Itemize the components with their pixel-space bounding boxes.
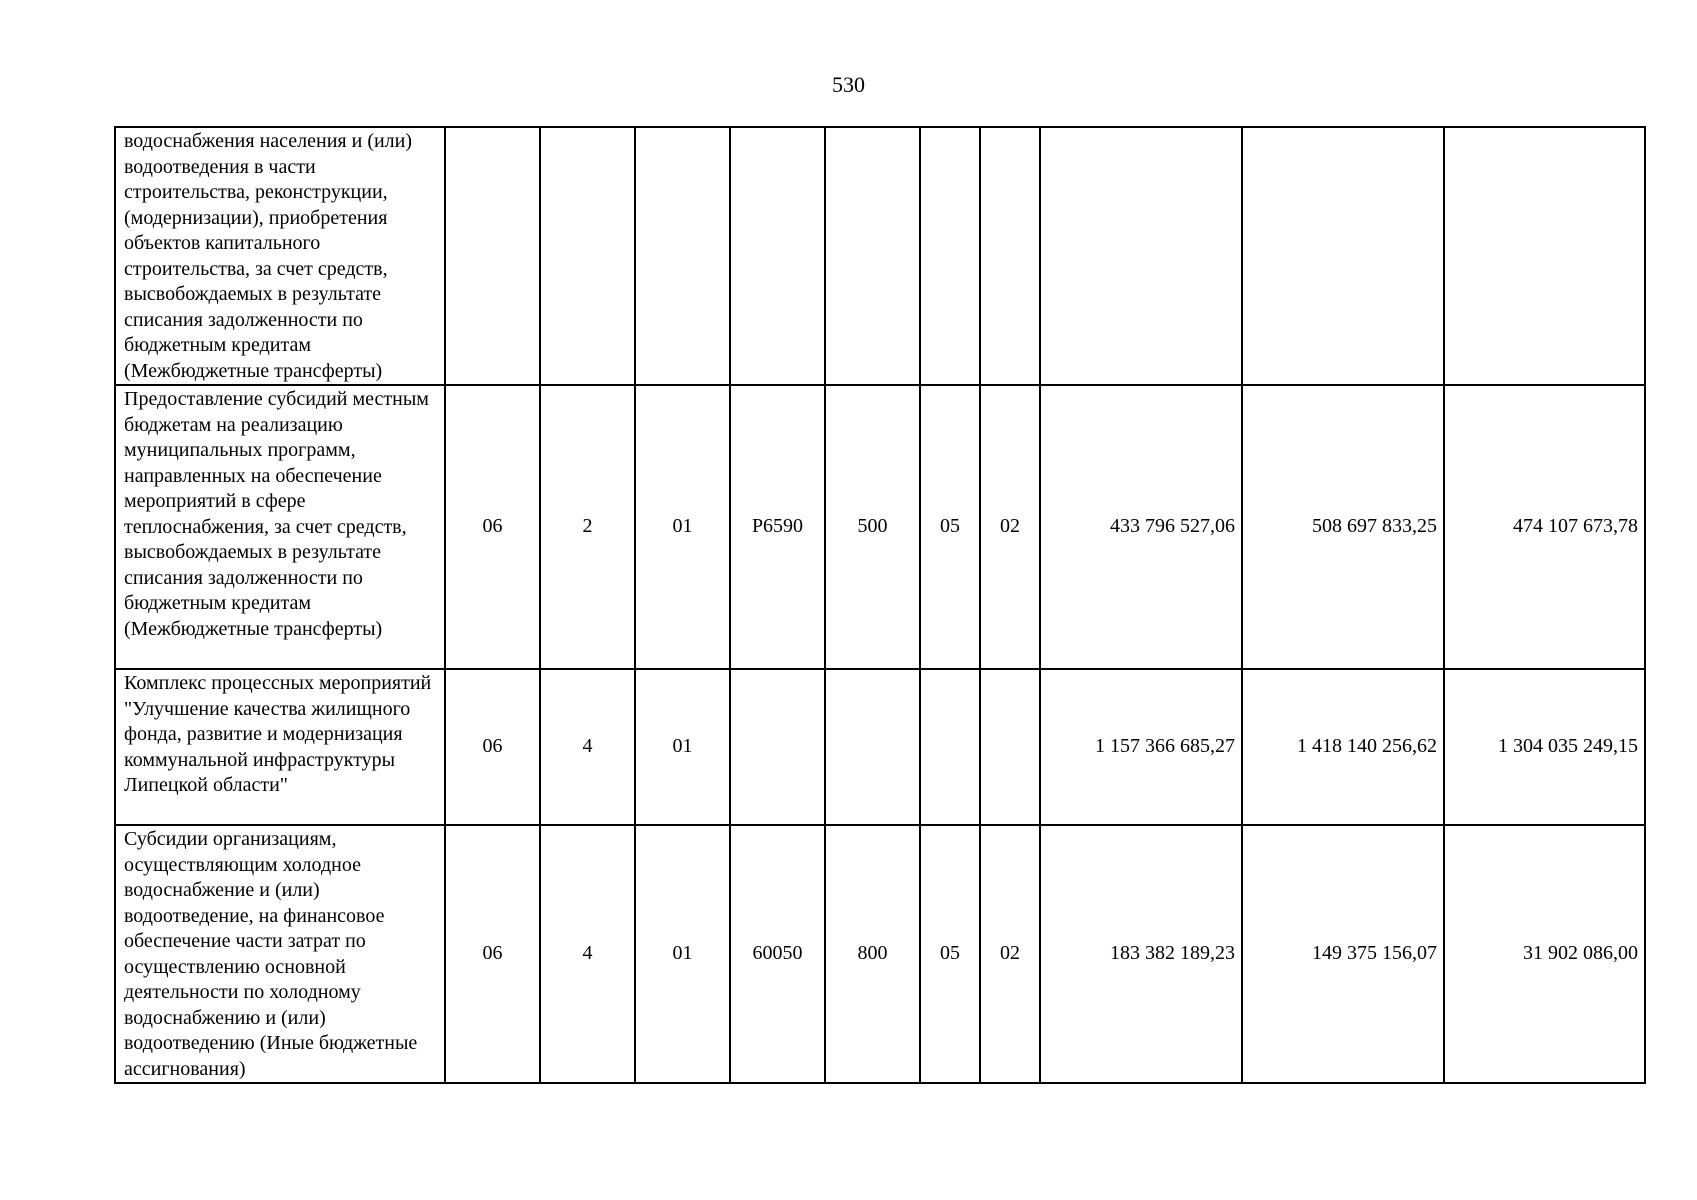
program-code: 06 [445,385,540,669]
page-number: 530 [832,72,865,97]
expense-type-code [825,127,920,385]
row-description: Субсидии организациям, осуществляющим холодное водоснабжение и (или) водоотведение, на финансовое обеспечение части затрат по осуществлению основной деятельности по холодному водоснабжению и (или) водоотведению (Иные бюджетные ассигнования) [115,825,445,1083]
section-code: 05 [920,825,980,1083]
amount-year-2: 149 375 156,07 [1242,825,1444,1083]
amount-year-2: 508 697 833,25 [1242,385,1444,669]
subprogram-code: 4 [540,825,635,1083]
subprogram-code [540,127,635,385]
subsection-code [980,127,1040,385]
expense-type-code [825,669,920,825]
table-row [115,825,1645,1083]
direction-code: 60050 [730,825,825,1083]
event-code: 01 [635,825,730,1083]
amount-year-3 [1444,127,1645,385]
subsection-code [980,669,1040,825]
expense-type-code: 800 [825,825,920,1083]
table-row [115,127,1645,385]
direction-code [730,669,825,825]
table-row [115,385,1645,669]
amount-year-3: 31 902 086,00 [1444,825,1645,1083]
amount-year-3: 474 107 673,78 [1444,385,1645,669]
subsection-code: 02 [980,385,1040,669]
row-description: Предоставление субсидий местным бюджетам на реализацию муниципальных программ, направленных на обеспечение мероприятий в сфере теплоснабжения, за счет средств, высвобождаемых в результате списания задолженности по бюджетным кредитам (Межбюджетные трансферты) [115,385,445,669]
amount-year-1: 183 382 189,23 [1040,825,1242,1083]
program-code: 06 [445,825,540,1083]
event-code [635,127,730,385]
amount-year-1: 433 796 527,06 [1040,385,1242,669]
amount-year-1 [1040,127,1242,385]
direction-code: Р6590 [730,385,825,669]
subsection-code: 02 [980,825,1040,1083]
program-code [445,127,540,385]
amount-year-2 [1242,127,1444,385]
section-code [920,669,980,825]
event-code: 01 [635,669,730,825]
program-code: 06 [445,669,540,825]
expense-type-code: 500 [825,385,920,669]
budget-table [114,126,1646,1084]
section-code [920,127,980,385]
section-code: 05 [920,385,980,669]
table-row [115,669,1645,825]
event-code: 01 [635,385,730,669]
row-description: Комплекс процессных мероприятий "Улучшение качества жилищного фонда, развитие и модернизация коммунальной инфраструктуры Липецкой области" [115,669,445,825]
amount-year-2: 1 418 140 256,62 [1242,669,1444,825]
row-description: водоснабжения населения и (или) водоотведения в части строительства, реконструкции, (модернизации), приобретения объектов капитального строительства, за счет средств, высвобождаемых в результате списания задолженности по бюджетным кредитам (Межбюджетные трансферты) [115,127,445,385]
amount-year-1: 1 157 366 685,27 [1040,669,1242,825]
amount-year-3: 1 304 035 249,15 [1444,669,1645,825]
subprogram-code: 4 [540,669,635,825]
direction-code [730,127,825,385]
subprogram-code: 2 [540,385,635,669]
